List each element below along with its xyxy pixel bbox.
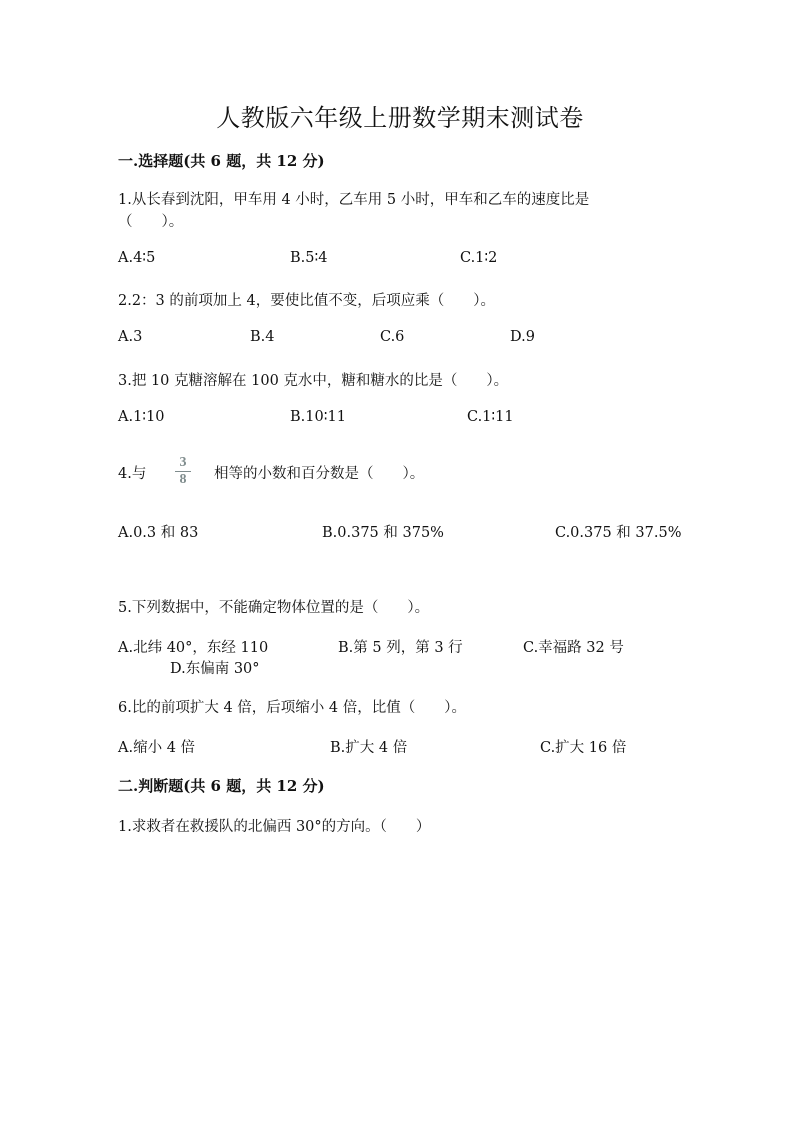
question-3-option-a[interactable]: A.1∶10 bbox=[118, 409, 165, 425]
question-5-stem: 5.下列数据中，不能确定物体位置的是（ ）。 bbox=[118, 600, 430, 616]
question-3-stem: 3.把 10 克糖溶解在 100 克水中，糖和糖水的比是（ ）。 bbox=[118, 373, 509, 389]
question-3-option-c[interactable]: C.1∶11 bbox=[467, 409, 514, 425]
question-1-stem-continued: （ ）。 bbox=[118, 214, 184, 230]
question-2-option-d[interactable]: D.9 bbox=[510, 329, 535, 345]
question-4-option-b[interactable]: B.0.375 和 375% bbox=[322, 525, 444, 541]
question-6-option-c[interactable]: C.扩大 16 倍 bbox=[540, 740, 627, 756]
question-1-option-a[interactable]: A.4∶5 bbox=[118, 250, 156, 266]
judgement-question-1-stem: 1.求救者在救援队的北偏西 30°的方向。（ ） bbox=[118, 819, 431, 835]
question-4-stem-prefix: 4.与 bbox=[118, 466, 147, 482]
question-3-option-b[interactable]: B.10∶11 bbox=[290, 409, 346, 425]
question-2-stem: 2.2：3 的前项加上 4，要使比值不变，后项应乘（ ）。 bbox=[118, 293, 495, 309]
question-1-stem: 1.从长春到沈阳，甲车用 4 小时，乙车用 5 小时，甲车和乙车的速度比是 bbox=[118, 192, 590, 208]
question-2-option-b[interactable]: B.4 bbox=[250, 329, 275, 345]
question-2-option-c[interactable]: C.6 bbox=[380, 329, 405, 345]
question-4-option-c[interactable]: C.0.375 和 37.5% bbox=[555, 525, 682, 541]
page-title: 人教版六年级上册数学期末测试卷 bbox=[216, 104, 584, 132]
question-6-option-b[interactable]: B.扩大 4 倍 bbox=[330, 740, 408, 756]
question-1-option-b[interactable]: B.5∶4 bbox=[290, 250, 328, 266]
question-6-option-a[interactable]: A.缩小 4 倍 bbox=[118, 740, 196, 756]
question-4-stem-suffix: 相等的小数和百分数是（ ）。 bbox=[214, 466, 425, 482]
question-2-option-a[interactable]: A.3 bbox=[118, 329, 143, 345]
section-heading-choice: 一.选择题(共 6 题，共 12 分) bbox=[118, 152, 325, 170]
question-5-option-c[interactable]: C.幸福路 32 号 bbox=[523, 640, 624, 656]
section-heading-judgement: 二.判断题(共 6 题，共 12 分) bbox=[118, 777, 325, 795]
question-5-option-a[interactable]: A.北纬 40°，东经 110 bbox=[118, 640, 269, 656]
fraction-denominator: 8 bbox=[179, 472, 187, 487]
question-5-option-b[interactable]: B.第 5 列，第 3 行 bbox=[338, 640, 463, 656]
question-4-option-a[interactable]: A.0.3 和 83 bbox=[118, 525, 199, 541]
question-5-option-d[interactable]: D.东偏南 30° bbox=[170, 661, 260, 677]
fraction-numerator: 3 bbox=[179, 455, 187, 470]
question-1-option-c[interactable]: C.1∶2 bbox=[460, 250, 498, 266]
question-6-stem: 6.比的前项扩大 4 倍，后项缩小 4 倍，比值（ ）。 bbox=[118, 700, 466, 716]
fraction-three-eighths bbox=[175, 456, 191, 487]
